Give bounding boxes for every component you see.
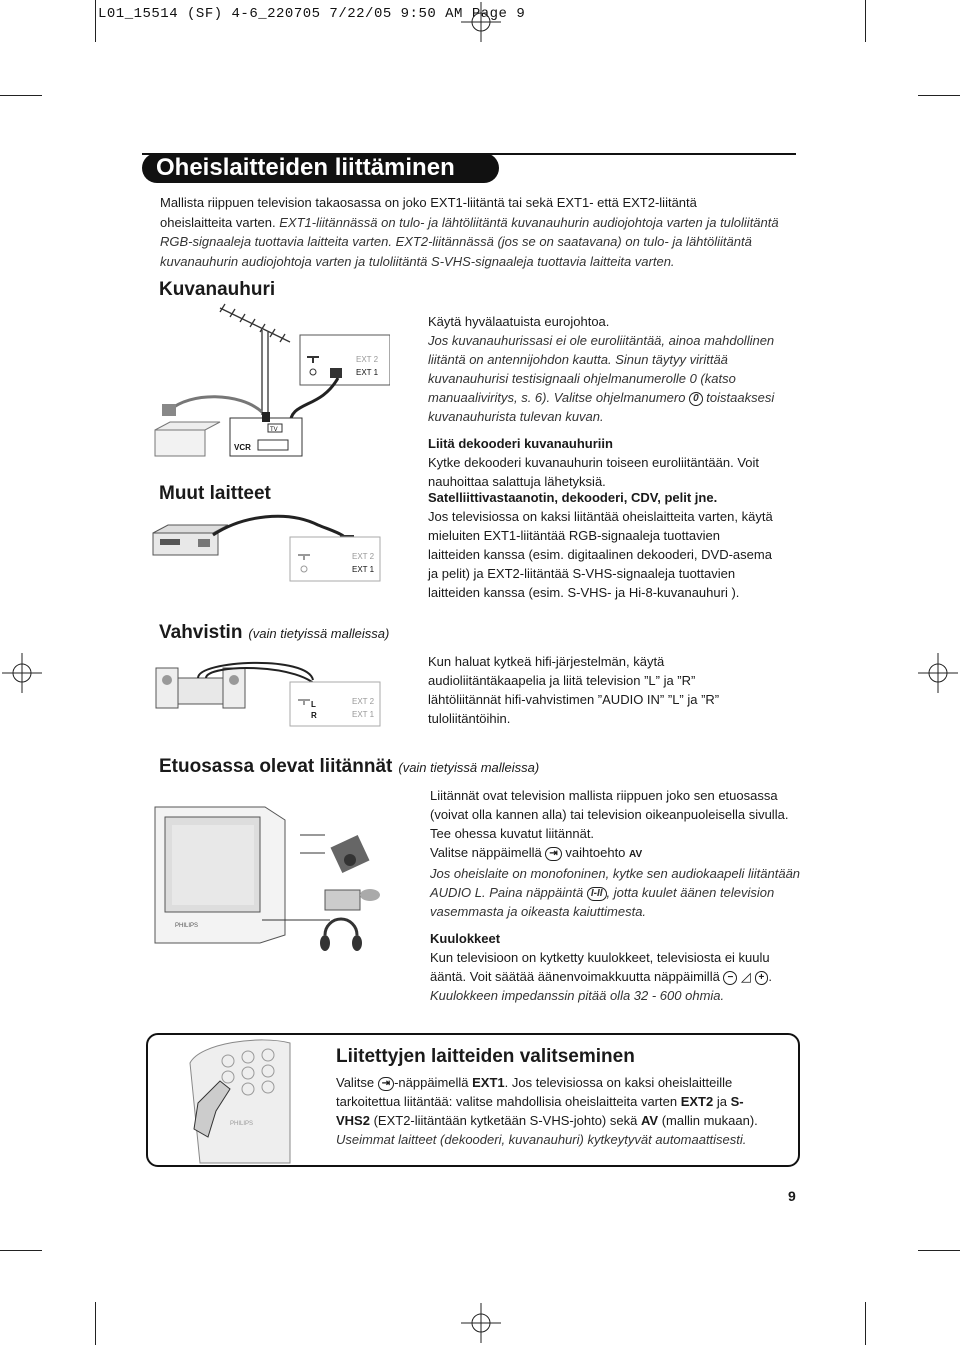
vcr-diagram: [150, 300, 390, 470]
select-heading: Liitettyjen laitteiden valitseminen: [336, 1046, 635, 1067]
vcr-line: kuvanauhurista tulevan kuvan.: [428, 409, 604, 424]
svhs-option-a: S-: [730, 1094, 744, 1109]
amp-diagram: [148, 650, 388, 730]
intro-line: [160, 213, 800, 233]
select-text-part: -näppäimellä: [394, 1075, 469, 1090]
av-option: AV: [629, 849, 643, 860]
amp-l-label: L: [311, 700, 316, 709]
other-text: [428, 488, 808, 602]
page-number: 9: [788, 1188, 796, 1204]
other-line: mieluiten EXT1-liitäntää RGB-signaaleja tuottavien: [428, 528, 720, 543]
headphones-line: Kuulokkeen impedanssin pitää olla 32 - 600 ohmia.: [430, 988, 725, 1003]
other-line: Jos televisiossa on kaksi liitäntää oheislaitteita varten, käytä: [428, 509, 773, 524]
front-text-part: , jotta kuulet äänen television: [606, 885, 775, 900]
headphones-heading: Kuulokkeet: [430, 931, 501, 946]
vcr-heading: Kuvanauhuri: [159, 279, 276, 300]
amp-line: lähtöliitännät hifi-vahvistimen ”AUDIO IN” ”L” ja ”R”: [428, 692, 720, 707]
vcr-text-part: toistaaksesi: [706, 390, 775, 405]
front-heading-sub: (vain tietyissä malleissa): [398, 760, 540, 775]
vcr-line: [428, 388, 808, 407]
vcr-line: Jos kuvanauhurissasi ei ole euroliitäntää, ainoa mahdollinen: [428, 333, 775, 348]
volume-minus-icon: −: [723, 971, 737, 985]
tv-brand: PHILIPS: [175, 923, 199, 929]
select-text-part: tarkoitettua liitäntää: valitse mahdollisia oheislaitteita varten: [336, 1094, 678, 1109]
vcr-ext1-text: EXT 1: [356, 368, 379, 377]
front-line: Jos oheislaite on monofoninen, kytke sen audiokaapeli liitäntään: [430, 866, 801, 881]
print-header: L01_15514 (SF) 4-6_220705 7/22/05 9:50 AM Page 9: [98, 6, 526, 22]
select-text-part: . Jos televisiossa on kaksi oheislaitteille: [504, 1075, 733, 1090]
intro-text: EXT1-liitännässä on tulo- ja lähtöliitäntä kuvanauhurin audiojohtoja varten ja tuloliitäntä: [279, 214, 779, 230]
front-diagram: [150, 795, 420, 965]
front-heading: [159, 756, 539, 778]
page-title: Oheislaitteiden liittäminen: [142, 153, 499, 183]
other-line: ja pelit) ja EXT2-liitäntää S-VHS-signaaleja tuottavien: [428, 566, 736, 581]
av-option: AV: [640, 1113, 659, 1128]
tv-label: TV: [270, 427, 278, 433]
vcr-line: liitäntä on antennijohdon kautta. Sinun täytyy virittää: [428, 352, 728, 367]
ext1-option: EXT1: [472, 1075, 505, 1090]
front-text-part: vaihtoehto: [565, 845, 626, 860]
headphones-text-part: ääntä. Voit säätää äänenvoimakkuutta näppäimillä: [430, 969, 720, 984]
remote-illustration: [180, 1033, 300, 1167]
select-line: [336, 1092, 786, 1111]
amp-ext2-label: EXT 2: [352, 697, 375, 706]
other-ext1-label: EXT 1: [352, 565, 375, 574]
intro-line: kuvanauhurin audiojohtoja varten ja tuloliitäntä S-VHS-signaaleja tuottavia laitteita varten.: [160, 253, 675, 269]
mono-key-icon: I-II: [587, 887, 607, 901]
vcr-ext2-text: EXT 2: [356, 355, 379, 364]
select-text-part: ja: [716, 1094, 727, 1109]
front-line: [430, 843, 810, 864]
volume-plus-icon: +: [755, 971, 769, 985]
select-text-part: (mallin mukaan).: [661, 1113, 758, 1128]
amp-heading-sub: (vain tietyissä malleissa): [248, 626, 390, 641]
amp-line: audioliitäntäkaapelia ja liitä television ”L” ja ”R”: [428, 673, 696, 688]
svhs-option-b: VHS2: [336, 1113, 370, 1128]
other-heading: Muut laitteet: [159, 483, 271, 504]
amp-r-label: R: [311, 711, 317, 720]
av-key-icon: ⇥: [378, 1077, 394, 1091]
select-text-part: (EXT2-liitäntään kytketään S-VHS-johto) sekä: [373, 1113, 638, 1128]
other-ext2-label: EXT 2: [352, 552, 375, 561]
front-text-part: Valitse näppäimellä: [430, 845, 542, 860]
other-diagram: [148, 505, 388, 585]
amp-ext1-label: EXT 1: [352, 710, 375, 719]
front-text-part: AUDIO L. Paina näppäintä: [430, 885, 584, 900]
headphones-line: [430, 967, 810, 986]
decoder-line: nauhoittaa salattuja lähetyksiä.: [428, 474, 606, 489]
ext2-option: EXT2: [680, 1094, 714, 1109]
headphones-text-part: .: [768, 969, 772, 984]
amp-heading-text: Vahvistin: [159, 622, 243, 643]
remote-brand: PHILIPS: [230, 1121, 254, 1127]
vcr-line: kuvanauhurisi testisignaali ohjelmanumerolle 0 (katso: [428, 371, 736, 386]
volume-wedge-icon: ◿: [740, 969, 751, 984]
decoder-line: Kytke dekooderi kuvanauhurin toiseen euroliitäntään. Voit: [428, 455, 759, 470]
amp-text: [428, 652, 808, 728]
vcr-text: [428, 312, 808, 491]
amp-line: Kun haluat kytkeä hifi-järjestelmän, käytä: [428, 654, 665, 669]
select-text: [336, 1073, 786, 1149]
front-text: [430, 786, 810, 1005]
vcr-line: Käytä hyvälaatuista eurojohtoa.: [428, 314, 610, 329]
intro-line: Mallista riippuen television takaosassa on joko EXT1-liitäntä tai sekä EXT1- että EXT2-liitäntä: [160, 195, 697, 210]
av-key-icon: ⇥: [545, 847, 561, 861]
intro-text: oheislaitteita varten.: [160, 214, 280, 230]
select-line: [336, 1111, 786, 1130]
decoder-heading: Liitä dekooderi kuvanauhuriin: [428, 436, 613, 451]
vcr-text-part: manuaaliviritys, s. 6). Valitse ohjelmanumero: [428, 390, 686, 405]
headphones-line: Kun televisioon on kytketty kuulokkeet, televisiosta ei kuulu: [430, 950, 770, 965]
front-line: [430, 883, 810, 902]
select-text-part: Valitse: [336, 1075, 375, 1090]
select-line: [336, 1073, 786, 1092]
amp-line: tuloliitäntöihin.: [428, 711, 511, 726]
front-heading-text: Etuosassa olevat liitännät: [159, 756, 393, 777]
vcr-label: VCR: [234, 443, 251, 452]
amp-heading: [159, 622, 389, 644]
other-line: laitteiden kanssa (esim. S-VHS- ja Hi-8-kuvanauhuri ).: [428, 585, 740, 600]
front-line: Liitännät ovat television mallista riippuen joko sen etuosassa: [430, 788, 778, 803]
front-line: (voivat olla kannen alla) tai television oikeanpuoleisella sivulla.: [430, 807, 789, 822]
intro-line: RGB-signaaleja tuottavia laitteita varten. EXT2-liitännässä (jos se on saatavana) on tulo- ja lähtöliitäntä: [160, 234, 752, 249]
intro-paragraph: [160, 193, 800, 271]
other-bold-line: Satelliittivastaanotin, dekooderi, CDV, pelit jne.: [428, 490, 718, 505]
front-line: vasemmasta ja oikeasta kaiuttimesta.: [430, 904, 647, 919]
front-line: Tee ohessa kuvatut liitännät.: [430, 826, 595, 841]
program-0-key-icon: 0: [689, 392, 703, 406]
select-line: Useimmat laitteet (dekooderi, kuvanauhuri) kytkeytyvät automaattisesti.: [336, 1132, 747, 1147]
other-line: laitteiden kanssa (esim. digitaalinen dekooderi, DVD-asema: [428, 547, 772, 562]
